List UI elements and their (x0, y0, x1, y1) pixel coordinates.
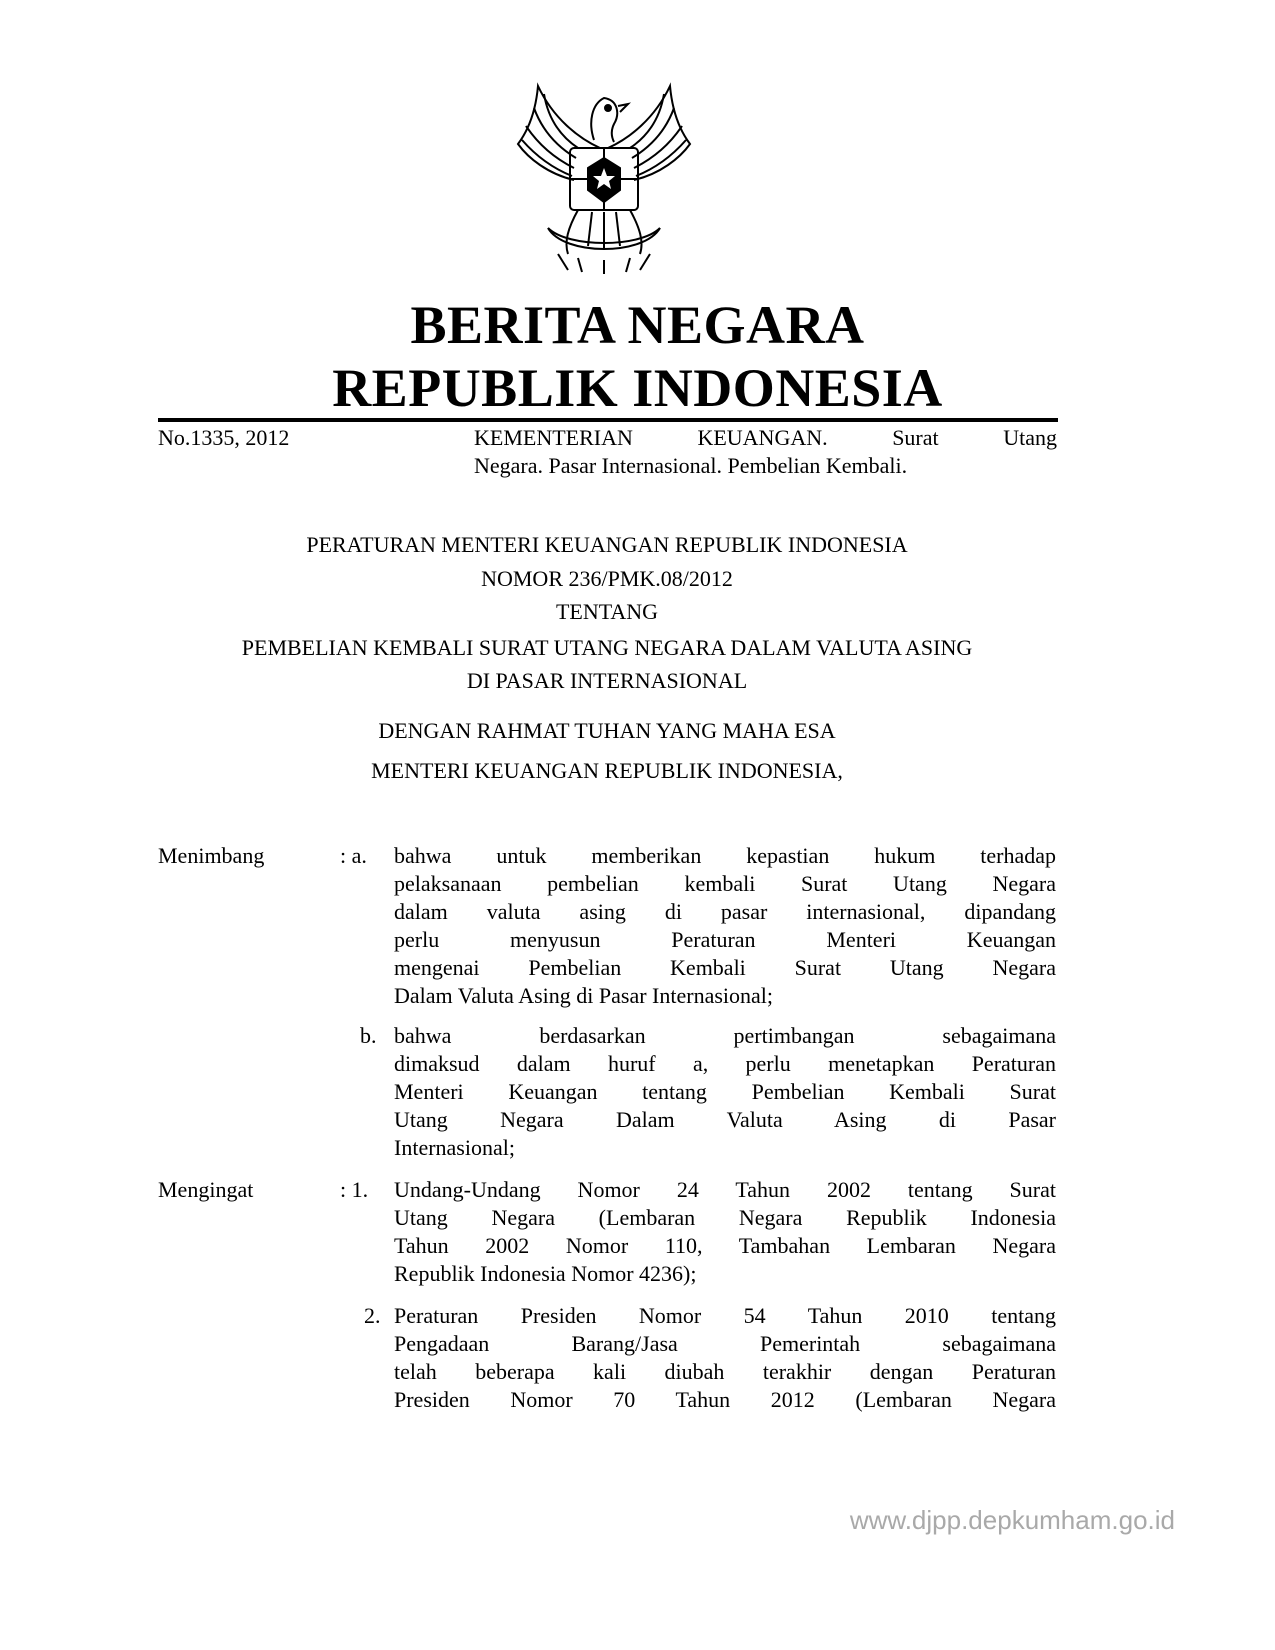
garuda-emblem-icon (508, 78, 700, 274)
preamble-line: MENTERI KEUANGAN REPUBLIK INDONESIA, (371, 758, 843, 783)
item-line: Dalam Valuta Asing di Pasar Internasional; (394, 983, 774, 1008)
item-line: Peraturan Presiden Nomor 54 Tahun 2010 tentang (394, 1303, 1056, 1328)
item-line: Menteri Keuangan tentang Pembelian Kembali Surat (394, 1079, 1056, 1104)
item-line: Internasional; (394, 1135, 515, 1160)
section-label-menimbang: Menimbang (158, 843, 265, 868)
item-marker: : 1. (340, 1177, 369, 1202)
section-label-mengingat: Mengingat (158, 1177, 254, 1202)
list-item (394, 1022, 1056, 1162)
item-line: mengenai Pembelian Kembali Surat Utang Negara (394, 955, 1056, 980)
item-line: telah beberapa kali diubah terakhir dengan Peraturan (394, 1359, 1056, 1384)
regulation-number: NOMOR 236/PMK.08/2012 (481, 566, 733, 591)
item-line: dimaksud dalam huruf a, perlu menetapkan Peraturan (394, 1051, 1056, 1076)
item-line: Pengadaan Barang/Jasa Pemerintah sebagaimana (394, 1331, 1056, 1356)
preamble-line: DENGAN RAHMAT TUHAN YANG MAHA ESA (378, 718, 836, 743)
item-line: Tahun 2002 Nomor 110, Tambahan Lembaran Negara (394, 1233, 1056, 1258)
regulation-title-line: PEMBELIAN KEMBALI SURAT UTANG NEGARA DALAM VALUTA ASING (241, 635, 973, 660)
item-marker: b. (360, 1023, 377, 1048)
watermark-url: www.djpp.depkumham.go.id (849, 1505, 1175, 1535)
item-line: dalam valuta asing di pasar internasional, dipandang (394, 899, 1056, 924)
regulation-title-line: TENTANG (555, 599, 659, 624)
masthead-title: BERITA NEGARA (410, 295, 865, 355)
gazette-subject-line: KEMENTERIAN KEUANGAN. Surat Utang (474, 425, 1057, 450)
item-line: bahwa berdasarkan pertimbangan sebagaimana (394, 1023, 1056, 1048)
masthead-subtitle: REPUBLIK INDONESIA (332, 358, 943, 418)
gazette-subject (474, 424, 1057, 480)
gazette-number: No.1335, 2012 (158, 425, 290, 450)
item-line: bahwa untuk memberikan kepastian hukum terhadap (394, 843, 1056, 868)
regulation-title-line: PERATURAN MENTERI KEUANGAN REPUBLIK INDONESIA (306, 532, 908, 557)
item-line: Presiden Nomor 70 Tahun 2012 (Lembaran Negara (394, 1387, 1056, 1412)
item-line: pelaksanaan pembelian kembali Surat Utang Negara (394, 871, 1056, 896)
item-marker: : a. (340, 843, 367, 868)
item-line: Republik Indonesia Nomor 4236); (394, 1261, 697, 1286)
gazette-subject-line: Negara. Pasar Internasional. Pembelian Kembali. (474, 453, 908, 478)
list-item (394, 1302, 1056, 1414)
header-rule (158, 418, 1058, 422)
item-line: Undang-Undang Nomor 24 Tahun 2002 tentang Surat (394, 1177, 1056, 1202)
list-item (394, 842, 1056, 1010)
item-line: Utang Negara Dalam Valuta Asing di Pasar (394, 1107, 1056, 1132)
list-item (394, 1176, 1056, 1288)
item-marker: 2. (364, 1303, 381, 1328)
item-line: perlu menyusun Peraturan Menteri Keuangan (394, 927, 1056, 952)
item-line: Utang Negara (Lembaran Negara Republik Indonesia (394, 1205, 1056, 1230)
regulation-title-line: DI PASAR INTERNASIONAL (466, 668, 748, 693)
